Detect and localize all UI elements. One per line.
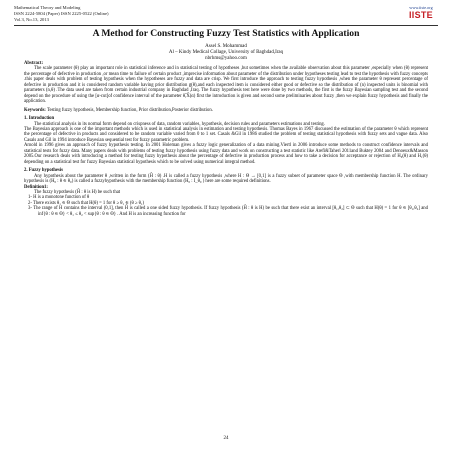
iiste-logo-icon: IISTE <box>408 10 433 20</box>
header-divider <box>14 25 438 26</box>
introduction-paragraph: The statistical analysis in its normal form depend on crispness of data, random variables, hypothesis, decision rules and parameters estimations and testing. <box>34 121 325 127</box>
page-number: 24 <box>223 436 229 441</box>
introduction-heading: 1. Introduction <box>24 116 55 122</box>
list-item-text: The range of H contains the interval (0,1], then H̃ is called a one sided fuzzy hypothesis. If fuzzy hypothesis (H̃ : θ is H) be such that there exist an interval [θ₁,θ₂] ⊂ Θ such that H(θ) = 1 for θ ∈ [θ₁,θ₂] and inf{θ : θ ∈ Θ} < θ₁ ≤ θ₂ < sup{θ : θ ∈ Θ} . And H is an increasing function for <box>33 206 428 217</box>
definition-intro: The fuzzy hypothesis (H̃ : θ is H) be such that <box>34 189 121 195</box>
journal-website-link[interactable]: www.iiste.org <box>409 5 433 10</box>
keywords-text: Testing fuzzy hypothesis, Membership function, Prior distribution,Posterior distribution. <box>46 107 213 113</box>
journal-issn: ISSN 2224-5804 (Paper) ISSN 2225-0522 (Online) <box>14 11 109 16</box>
fuzzy-hypothesis-heading: 2. Fuzzy hypothesis <box>24 168 63 174</box>
keywords-label: Keywords: <box>24 107 46 113</box>
journal-logo <box>406 5 436 20</box>
abstract-text: The scale parameter (θ) play an important role in statistical inference and in statistical testing of hypotheses ,but sometimes when the available observation about this parameter ,especially when (θ) represent the percentage of defective in production ,or mean time to failure of certain product ,imprecise information about parameter of the distribution under hypotheses testing lead to test the hypothesis with fuzzy concepts .this paper deals with problem of testing hypothesis when the hypotheses are fuzzy and data are crisp. We first introduce the approach to testing fuzzy hypothesis ,when the parameter θ represent percentage of defective in production and it is considered random variable having prior distribution g(θ),and each inspected item is considered either good or defective so the distribution of (n) inspected units is binomial with parameters (n,θ) .The data used are taken from certain industrial company in Baghdad ,Iraq. The fuzzy hypothesis test here were done by two methods, the first is the fuzzy Bayesian sampling test and the second depend on the procedure of using the [α-cut]of confidence interval of the parameter θ̃,X̃(α) first the introduction is given and second some preliminaries about fuzzy ,then we explain fuzzy hypothesis and finally the application. <box>24 66 428 105</box>
journal-name: Mathematical Theory and Modeling <box>14 5 81 10</box>
list-item-text: There exists θ₁ ∈ Θ such that H(θ) = 1 for θ ≥ θ₁ ∈ (θ ≥ θ₁) <box>33 200 145 206</box>
list-item-number: 1- <box>28 195 32 201</box>
author-block <box>0 44 452 61</box>
journal-header <box>14 5 109 23</box>
introduction-paragraph: The Bayesian approach is one of the important methods which is used in statistical analysis in estimation and testing hypothesis. Thomas Bayes in 1967 discussed the estimation of the parameter θ which represent the percentage of defective in products and considered to be random variable varied from 0 to 1 set. Casals &Gil in 1986 studied the problem of testing statistical hypothesis with fuzzy sets and vague data. Also Casals and Gil in 1994 introduce Bayesian sequential test for fuzzy parametric problem. <box>24 126 428 143</box>
definition-heading: Definition1: <box>24 184 48 190</box>
author-affiliation: Al – Kindy Medical Collage, University of Baghdad,Iraq <box>168 49 284 55</box>
list-item-number: 3- <box>28 206 32 212</box>
fuzzy-hypothesis-paragraph: Any hypothesis about the parameter θ ,written in the form (H̃ : θ) .H is called a fuzzy hypothesis ,where H : Θ → [0,1] is a fuzzy subset of parameter space Θ ,with membership function H. The ordinary hypothesis is (H₀ : θ ∈ θ₀) is called a fuzzyhypothesis with the membership function (H₀ : I_θ₀ ) here are some required definitions. <box>24 173 428 185</box>
list-item <box>24 206 428 217</box>
journal-volume: Vol.3, No.13, 2013 <box>14 17 49 22</box>
abstract-heading: Abstract: <box>24 61 44 66</box>
introduction-paragraph: Arnold in 1996 gives an approach of fuzzy hypothesis testing. In 2001 Holeman gives a fuzzy logic generalization of a data mining.Viertl in 2006 introduce some methods to construct confidence intervals and statistical tests for fuzzy data. Many papers deals with problems of testing fuzzy hypothesis using fuzzy data and work on constructing a test statistic like Arefi&Taheri 2011and Buktey 2004 and Denoeux&Masson 2005.Our research deals with introducing a method for testing fuzzy hypothesis about the percentage of defective in production process and how to take a decision for acceptance or rejection of H₀(θ) and H₁(θ) depending on a statistical test for fuzzy Bayesian statistical hypothesis which to be solved using numerical integral method. <box>24 143 428 165</box>
paper-body <box>24 61 428 217</box>
list-item-number: 2- <box>28 200 32 206</box>
list-item-text: H is a monotone function of θ <box>33 195 90 201</box>
paper-title: A Method for Constructing Fuzzy Test Statistics with Application <box>92 28 360 39</box>
author-name: Assel S. Mohammad <box>205 44 247 49</box>
author-email: nbrhms@yahoo.com <box>205 55 247 61</box>
